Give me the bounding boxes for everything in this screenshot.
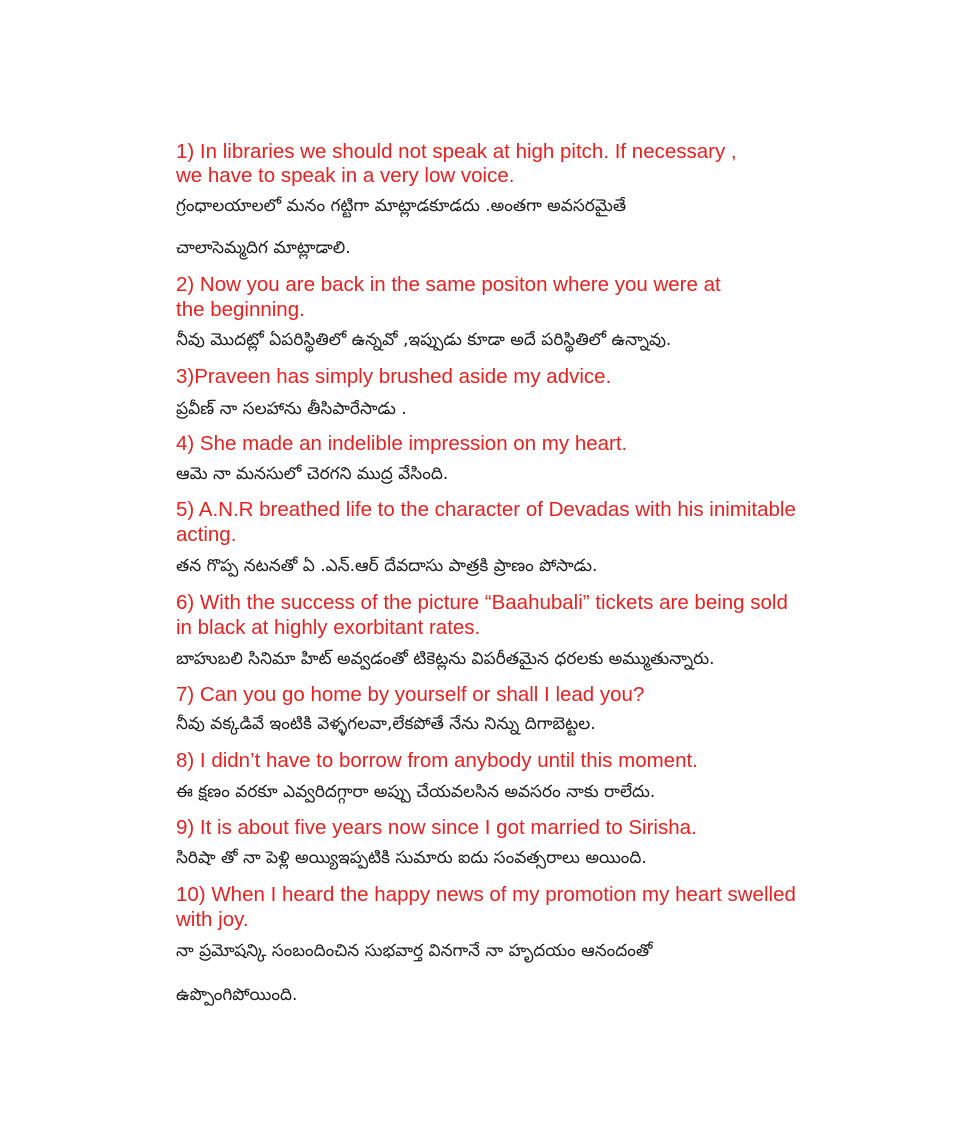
telugu-translation-10-line-1: నా ప్రమోషన్కి సంబందించిన సుభవార్త వినగానే నా హృదయం ఆనందంతో bbox=[176, 941, 653, 961]
english-sentence-2-line-1: 2) Now you are back in the same positon where you were at bbox=[176, 273, 721, 296]
english-sentence-7: 7) Can you go home by yourself or shall I lead you? bbox=[176, 683, 645, 706]
english-sentence-9: 9) It is about five years now since I got married to Sirisha. bbox=[176, 816, 697, 839]
telugu-translation-3: ప్రవీణ్ నా సలహాను తీసిపారేసాడు . bbox=[176, 399, 407, 419]
telugu-translation-5: తన గొప్ప నటనతో ఏ .ఎన్.ఆర్ దేవదాసు పాత్రకి ప్రాణం పోసాడు. bbox=[176, 556, 598, 576]
telugu-translation-1-line-2: చాలాసెమ్మదిగ మాట్లాడాలి. bbox=[176, 238, 351, 258]
telugu-translation-1-line-1: గ్రంధాలయాలలో మనం గట్టిగా మాట్లాడకూడదు .అంతగా అవసరమైతే bbox=[176, 196, 627, 216]
english-sentence-1-line-2: we have to speak in a very low voice. bbox=[176, 164, 515, 187]
telugu-translation-6: బాహుబలి సినిమా హిట్ అవ్వడంతో టికెట్లను విపరీతమైన ధరలకు అమ్ముతున్నారు. bbox=[176, 649, 715, 669]
english-sentence-6-line-1: 6) With the success of the picture “Baahubali” tickets are being sold bbox=[176, 591, 788, 614]
english-sentence-1-line-1: 1) In libraries we should not speak at high pitch. If necessary , bbox=[176, 140, 737, 163]
telugu-translation-2: నీవు మొదట్లో ఏపరిస్థితిలో ఉన్నవో ,ఇప్పుడు కూడా అదే పరిస్థితిలో ఉన్నావు. bbox=[176, 330, 672, 350]
english-sentence-8: 8) I didn’t have to borrow from anybody until this moment. bbox=[176, 749, 698, 772]
english-sentence-3: 3)Praveen has simply brushed aside my advice. bbox=[176, 365, 612, 388]
telugu-translation-10-line-2: ఉప్పొంగిపోయింది. bbox=[176, 985, 298, 1005]
telugu-translation-7: నీవు వక్కడివే ఇంటికి వెళ్ళగలవా,లేకపోతే నేను నిన్ను దిగాబెట్టల. bbox=[176, 714, 596, 734]
telugu-translation-9: సిరిషా తో నా పెళ్లి అయ్యిఇప్పటికి సుమారు ఐదు సంవత్సరాలు అయింది. bbox=[176, 848, 647, 868]
telugu-translation-4: ఆమె నా మనసులో చెరగని ముద్ర వేసింది. bbox=[176, 464, 449, 484]
english-sentence-6-line-2: in black at highly exorbitant rates. bbox=[176, 616, 481, 639]
english-sentence-5-line-2: acting. bbox=[176, 523, 237, 546]
english-sentence-5-line-1: 5) A.N.R breathed life to the character of Devadas with his inimitable bbox=[176, 498, 796, 521]
english-sentence-2-line-2: the beginning. bbox=[176, 298, 305, 321]
english-sentence-10-line-2: with joy. bbox=[176, 908, 249, 931]
telugu-translation-8: ఈ క్షణం వరకూ ఎవ్వరిదగ్గారా అప్పు చేయవలసిన అవసరం నాకు రాలేదు. bbox=[176, 782, 656, 802]
english-sentence-4: 4) She made an indelible impression on my heart. bbox=[176, 432, 628, 455]
english-sentence-10-line-1: 10) When I heard the happy news of my promotion my heart swelled bbox=[176, 883, 796, 906]
